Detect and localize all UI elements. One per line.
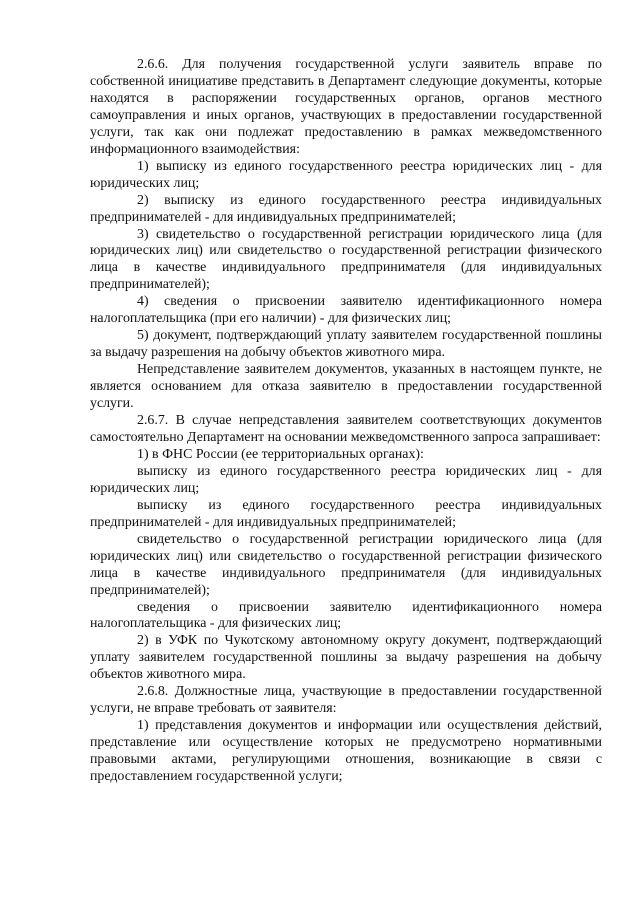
list-item-inn: 4) сведения о присвоении заявителю идентификационного номера налогоплательщика (при его наличии) - для физических лиц;	[90, 294, 602, 327]
paragraph-non-submission: Непредставление заявителем документов, указанных в настоящем пункте, не является основанием для отказа заявителю в предоставлении государственной услуги.	[90, 362, 602, 412]
paragraph-2-6-6: 2.6.6. Для получения государственной услуги заявитель вправе по собственной инициативе представить в Департамент следующие документы, которые находятся в распоряжении государственных органов, органов местного самоуправления и иных органов, участвующих в предоставлении государственной услуги, так как они подлежат предоставлению в рамках межведомственного информационного взаимодействия:	[90, 57, 602, 157]
paragraph-2-6-8: 2.6.8. Должностные лица, участвующие в предоставлении государственной услуги, не вправе требовать от заявителя:	[90, 684, 602, 717]
list-item-fee-payment: 5) документ, подтверждающий уплату заявителем государственной пошлины за выдачу разрешения на добычу объектов животного мира.	[90, 328, 602, 361]
list-item-fns: 1) в ФНС России (ее территориальных органах):	[137, 446, 424, 462]
list-subitem-inn: сведения о присвоении заявителю идентификационного номера налогоплательщика - для физических лиц;	[90, 599, 602, 632]
list-subitem-egrip: выписку из единого государственного реестра индивидуальных предпринимателей - для индивидуальных предпринимателей;	[90, 497, 602, 530]
list-item-ufk: 2) в УФК по Чукотскому автономному округу документ, подтверждающий уплату заявителем государственной пошлины за выдачу разрешения на добычу объектов животного мира.	[90, 633, 602, 683]
paragraph-2-6-7: 2.6.7. В случае непредставления заявителем соответствующих документов самостоятельно Департамент на основании межведомственного запроса запрашивает:	[90, 413, 602, 445]
list-subitem-egrul: выписку из единого государственного реестра юридических лиц - для юридических лиц;	[90, 463, 602, 496]
list-item-registration-certificate: 3) свидетельство о государственной регистрации юридического лица (для юридических лиц) или свидетельство о государственной регистрации физического лица в качестве индивидуального предпринимателя (для индивидуальных предпринимателей);	[90, 226, 602, 293]
list-item-egrip: 2) выписку из единого государственного реестра индивидуальных предпринимателей - для индивидуальных предпринимателей;	[90, 192, 602, 225]
list-subitem-registration-certificate: свидетельство о государственной регистрации юридического лица (для юридических лиц) или свидетельство о государственной регистрации физического лица в качестве индивидуального предпринимателя (для индивидуальных предпринимателей);	[90, 531, 602, 598]
list-item-egrul: 1) выписку из единого государственного реестра юридических лиц - для юридических лиц;	[90, 158, 602, 191]
list-item-prohibited-requirements: 1) представления документов и информации или осуществления действий, представление или осуществление которых не предусмотрено нормативными правовыми актами, регулирующими отношения, возникающие в связи с предоставлением государственной услуги;	[90, 718, 602, 785]
document-body	[90, 57, 602, 786]
